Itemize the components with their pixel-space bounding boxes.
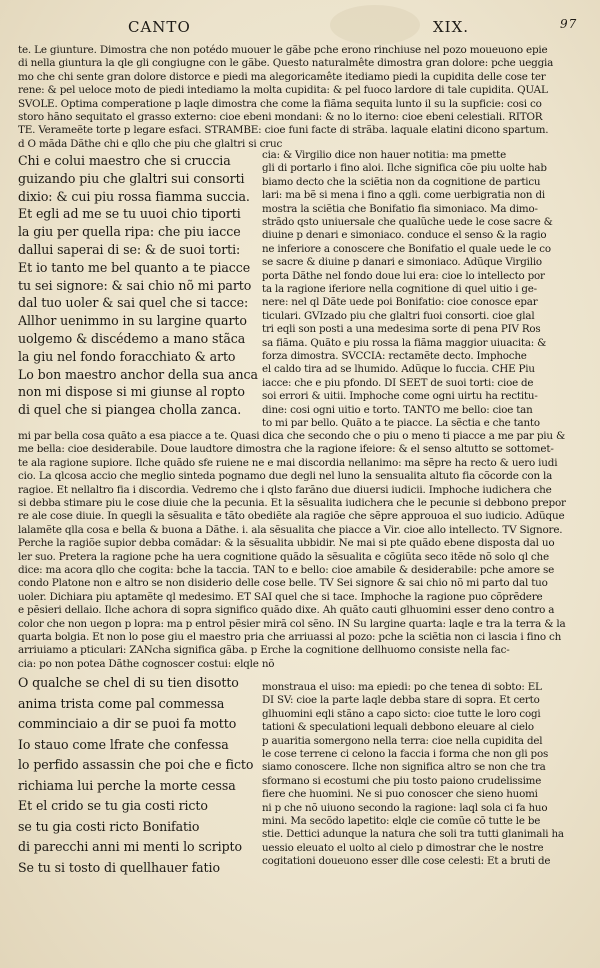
commentary-line: gli di portarlo i fino aloi. Ilche significa cõe piu uolte hab xyxy=(262,162,547,175)
verse-line: non mi dispose si mi giunse al ropto xyxy=(18,384,245,400)
commentary-line: forza dimostra. SVCCIA: rectamẽte decto. Imphoche xyxy=(262,350,527,362)
commentary-line: TE. Verameẽte torte p legare esfaci. STRAMBE: cioe funi facte di strãba. laquale elatini dicono spartum. xyxy=(18,124,549,137)
commentary-line: quarta bolgia. Et non lo pose giu el maestro pria che arriuassi al pozo: pche la sciẽtia non ci lascia i fino ch xyxy=(18,631,562,643)
commentary-line: mini. Ma secõdo lapetito: elqle cie comũe cõ tutte le be xyxy=(262,815,541,827)
verse-line: anima trista come pal commessa xyxy=(18,695,225,711)
verse-line: se tu gia costi ricto Bonifatio xyxy=(18,818,200,834)
verse-line: comminciaio a dir se puoi fa motto xyxy=(18,716,237,731)
commentary-line: se sacre & diuine p danari e simoniaco. Adũque Virgilio xyxy=(262,256,542,269)
commentary-line: color che non uegon p lopra: ma p entrol pẽsier mirã col sẽno. IN Su largine quarta: laqle e tra la terra & la xyxy=(18,617,566,630)
commentary-line: to mi par bello. Quãto a te piacce. La sẽctia e che tanto xyxy=(262,417,540,429)
commentary-line: stie. Dettici adunque la natura che soli tra tutti glanimali ha xyxy=(262,828,564,841)
commentary-line: fiere che huomini. Ne si puo conoscer che sieno huomi xyxy=(262,788,538,801)
commentary-line: Perche la ragiõe supior debba comãdar: & la sẽsualita ubbidir. Ne mai si pte quãdo ebene disposta dal uo xyxy=(18,537,555,550)
commentary-line: ni p che nõ uiuono secondo la ragione: laql sola ci fa huo xyxy=(262,801,548,814)
commentary-line: porta Dãthe nel fondo doue lui era: cioe lo intellecto por xyxy=(262,269,545,282)
commentary-line: cogitationi doueuono esser dlle cose celesti: Et a bruti de xyxy=(262,855,551,868)
commentary-line: storo hãno sequitato el grasso externo: cioe ebeni mondani: & no lo iterno: cioe ebeni celestiali. RITOR xyxy=(18,111,543,123)
commentary-line: soi errori & uitii. Imphoche come ogni uirtu ha rectitu- xyxy=(262,390,538,403)
verse-line: Chi e colui maestro che si cruccia xyxy=(18,153,231,168)
running-header xyxy=(0,18,600,40)
verse-line: di parecchi anni mi menti lo scripto xyxy=(18,839,242,854)
verse-line: Io stauo come lfrate che confessa xyxy=(18,736,229,752)
verse-line: tu sei signore: & sai chio nõ mi parto xyxy=(18,277,252,293)
verse-line: richiama lui perche la morte cessa xyxy=(18,777,236,793)
commentary-line: rene: & pel ueloce moto de piedi intediamo la molta cupidita: & pel fuoco lardore di tale cupidita. QUAL xyxy=(18,84,548,97)
verse-line: Allhor uenimmo in su largine quarto xyxy=(18,313,247,329)
commentary-line: mostra la sciẽtia che Bonifatio fia simoniaco. Ma dimo- xyxy=(262,202,538,215)
commentary-line: mo che chi sente gran dolore distorce e piedi ma alegoricamête itediamo piedi la cupidita delle cose ter xyxy=(18,70,546,83)
commentary-line: dice: ma acora qllo che cogita: bche la taccia. TAN to e bello: cioe amabile & desiderabile: pche amore se xyxy=(18,564,555,576)
commentary-line: el caldo tira ad se lhumido. Adũque lo fuccia. CHE Piu xyxy=(262,363,535,376)
verse-line: O qualche se chel di su tien disotto xyxy=(18,675,239,690)
commentary-line: biamo decto che la sciẽtia non da cognitione de particu xyxy=(262,175,541,188)
commentary-line: lari: ma bẽ si mena i fino a qgli. come uerbigratia non di xyxy=(262,189,545,202)
verse-line: la giu per quella ripa: che piu iacce xyxy=(18,224,241,240)
commentary-line: ticulari. GVIzado piu che glaltri fuoi consorti. cioe glal xyxy=(262,309,535,322)
commentary-line: iacce: che e piu pfondo. DI SEET de suoi torti: cioe de xyxy=(262,376,534,389)
commentary-line: DI SV: cioe la parte laqle debba stare di sopra. Et certo xyxy=(262,694,540,707)
commentary-line: le cose terrene ci celono la faccia i forma che non gli pos xyxy=(262,748,549,760)
commentary-line: glhuomini eqli stãno a capo sicto: cioe tutte le loro cogi xyxy=(262,707,541,720)
commentary-line: arriuiamo a pticulari: ZANcha significa gãba. p Erche la cognitione dellhuomo consiste nella fac- xyxy=(18,644,510,657)
verse-line: lo perfido assassin che poi che e ficto xyxy=(18,757,254,772)
commentary-line: ta la ragione iferiore nella cognitione di quel uitio i ge- xyxy=(262,283,537,295)
commentary-line: sformano si ecostumi che piu tosto paiono crudelissime xyxy=(262,774,542,787)
commentary-line: mi par bella cosa quãto a esa piacce a te. Quasi dica che secondo che o piu o meno ti piacce a me par piu & xyxy=(18,430,566,442)
commentary-line: dine: cosi ogni uitio e torto. TANTO me bello: cioe tan xyxy=(262,403,533,416)
commentary-line: monstraua el uiso: ma epiedi: po che tenea di sobto: EL xyxy=(262,681,542,693)
commentary-line: tri eqli son posti a una medesima sorte di pena PIV Ros xyxy=(262,323,541,336)
commentary-line: ler suo. Pretera la ragione pche ha uera cognitione quãdo la sẽsualita e cõgiũta seco itẽde nõ solo ql che xyxy=(18,550,549,563)
commentary-line: te. Le giunture. Dimostra che non potédo muouer le gãbe pche erono rinchiuse nel pozo moueuono epie xyxy=(18,44,548,56)
commentary-line: d O mãda Dãthe chi e qllo che piu che glaltri si cruc xyxy=(18,137,283,150)
verse-line: dixio: & cui piu rossa fiamma succia. xyxy=(18,188,250,204)
commentary-line: si debba stimare piu le cose diuie che la pecunia. Et la sẽsualita iudichera che le pecunie si debbono prepor xyxy=(18,497,566,509)
verse-line: uolgemo & discédemo a mano stãca xyxy=(18,331,246,346)
verse-line: Et el crido se tu gia costi ricto xyxy=(18,798,208,813)
commentary-line: lalamẽte qlla cosa e bella & buona a Dãthe. i. ala sẽsualita che piacce a Vir. cioe allo intellecto. TV Signore. xyxy=(18,523,563,536)
canto-title: CANTO xyxy=(128,18,191,36)
verse-line: di quel che si piangea cholla zanca. xyxy=(18,402,242,418)
commentary-line: uessio eleuato el uolto al cielo p dimostrar che le nostre xyxy=(262,841,544,854)
commentary-line: condo Platone non e altro se non disiderio delle cose belle. TV Sei signore & sai chio nõ mi parto dal tuo xyxy=(18,577,548,590)
commentary-line: uoler. Dichiara piu aptamẽte ql medesimo. ET SAI quel che si tace. Imphoche la ragione puo cõprẽdere xyxy=(18,590,543,603)
verse-line: la giu nel fondo foracchiato & arto xyxy=(18,348,236,364)
commentary-line: siamo conoscere. Ilche non significa altro se non che tra xyxy=(262,761,546,774)
commentary-line: SVOLE. Optima comperatione p laqle dimostra che come la fiãma sequita lunto il su la supficie: cosi co xyxy=(18,97,542,110)
commentary-line: p auaritia somergono nella terra: cioe nella cupidita del xyxy=(262,734,543,747)
verse-line: dal tuo uoler & sai quel che si tacce: xyxy=(18,295,249,311)
commentary-line: e pẽsieri dellaio. Ilche achora di sopra significo quãdo dixe. Ah quãto cauti glhuomini esser deno contro a xyxy=(18,604,555,617)
verse-line: guizando piu che glaltri sui consorti xyxy=(18,170,245,186)
commentary-line: di nella giuntura la qle gli congiugne con le gãbe. Questo naturalmête dimostra gran dolore: pche ueggia xyxy=(18,57,554,70)
commentary-line: ne inferiore a conoscere che Bonifatio el quale uede le co xyxy=(262,242,551,255)
verse-line: Se tu si tosto di quellhauer fatio xyxy=(18,859,220,875)
commentary-line: me bella: cioe desiderabile. Doue laudtore dimostra che la ragione ifeiore: & el senso altutto se sottomet- xyxy=(18,443,554,456)
canto-number: XIX. xyxy=(433,18,470,36)
commentary-line: re ale cose diuie. In quegli la sẽsualita e tãto obediẽte ala ragiõe che sẽpre approuoa el suo iudicio. Adũque xyxy=(18,510,565,523)
commentary-line: diuine p denari e simoniaco. conduce el senso & la ragio xyxy=(262,229,547,242)
verse-line: Et egli ad me se tu uuoi chio tiporti xyxy=(18,206,241,222)
commentary-line: cia: po non potea Dãthe cognoscer costui: elqle nõ xyxy=(18,657,275,670)
commentary-line: sa fiãma. Quãto e piu rossa la fiãma maggior uiuacita: & xyxy=(262,336,547,349)
commentary-line: strãdo qsto uniuersale che qualũche uede le cose sacre & xyxy=(262,216,553,228)
commentary-line: nere: nel ql Dãte uede poi Bonifatio: cioe conosce epar xyxy=(262,296,538,309)
commentary-line: te ala ragione supiore. Ilche quãdo sfe ruiene ne e mai discordia nellanimo: ma sẽpre ha recto & uero iudi xyxy=(18,456,558,469)
commentary-line: tationi & speculationi lequali debbono eleuare al cielo xyxy=(262,721,534,734)
commentary-line: ragioe. Et nellaltro fia i discordia. Vedremo che i qlsto farãno due diuersi iudicii. Imphoche iudichera che xyxy=(18,483,552,496)
verse-line: Lo bon maestro anchor della sua anca xyxy=(18,366,258,382)
verse-line: dallui saperai di se: & de suoi torti: xyxy=(18,242,241,257)
verse-line: Et io tanto me bel quanto a te piacce xyxy=(18,259,251,275)
commentary-line: cio. La qlcosa accio che meglio sinteda pognamo due degli nel luno la sensualita altuto fia cõcorde con la xyxy=(18,470,553,483)
folio-number: 97 xyxy=(560,17,578,31)
commentary-line: cia: & Virgilio dice non hauer notitia: ma pmette xyxy=(262,149,507,161)
